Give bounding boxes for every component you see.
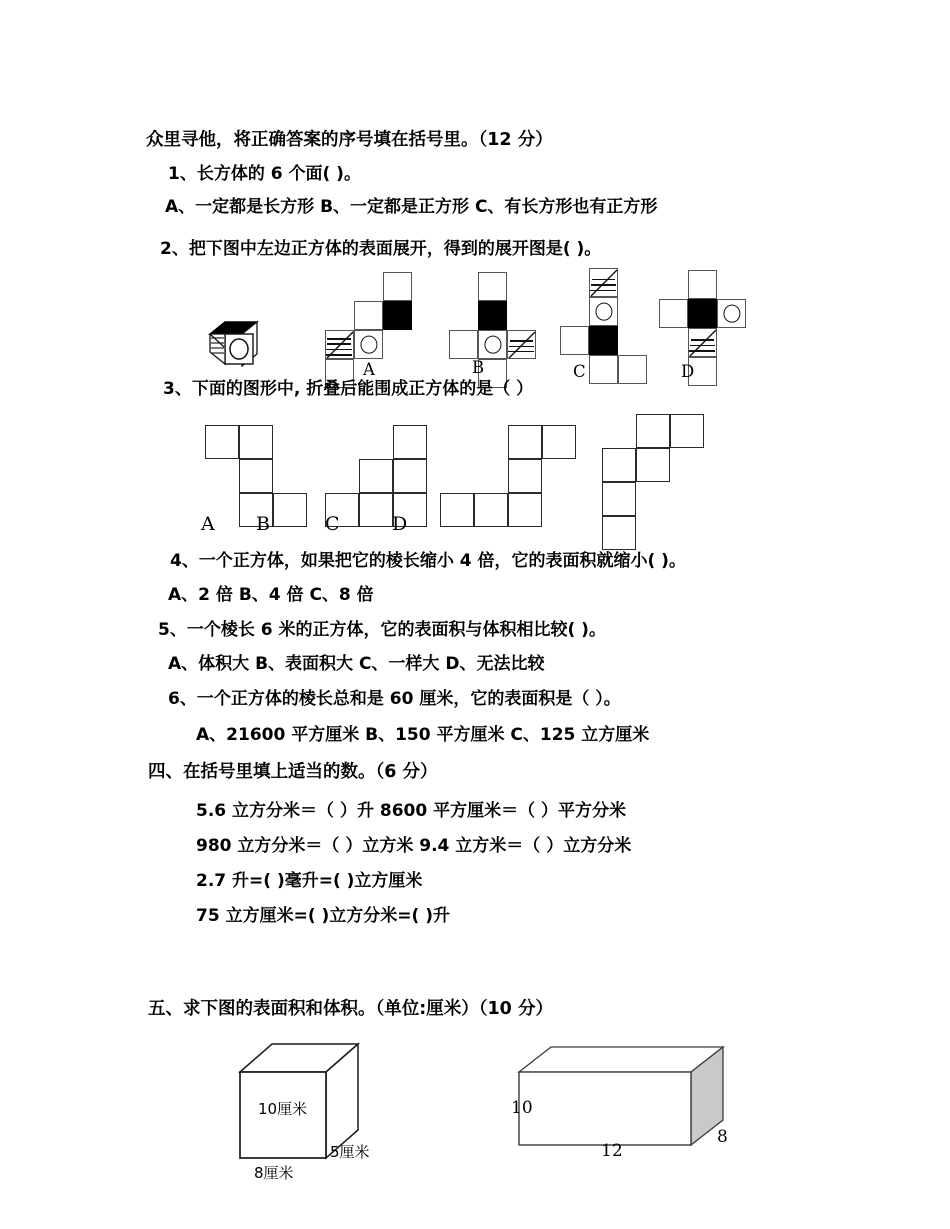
net-cell <box>383 272 412 301</box>
question-1-stem: 1、长方体的 6 个面( )。 <box>168 164 361 184</box>
figure-left-height-label: 10厘米 <box>258 1100 308 1118</box>
net-cell <box>393 425 427 459</box>
q2-label-d: D <box>681 362 695 381</box>
net-cell-hatched <box>325 330 354 359</box>
net-cell-hatched <box>688 328 717 357</box>
net-cell-hatched <box>507 330 536 359</box>
section4-heading: 四、在括号里填上适当的数。（6 分） <box>148 762 438 782</box>
net-cell-black <box>688 299 717 328</box>
net-cell <box>393 459 427 493</box>
net-cell-circle <box>354 330 383 359</box>
net-cell <box>449 330 478 359</box>
net-cell <box>474 493 508 527</box>
net-cell <box>508 425 542 459</box>
net-cell <box>688 270 717 299</box>
q3-label-a: A <box>201 513 215 535</box>
net-cell-circle <box>478 330 507 359</box>
net-cell-circle <box>589 297 618 326</box>
figure-right-height-label: 10 <box>511 1098 533 1118</box>
net-cell <box>636 448 670 482</box>
net-cell <box>589 355 618 384</box>
section4-line-2: 980 立方分米＝（ ）立方米 9.4 立方米＝（ ）立方分米 <box>196 836 632 856</box>
net-cell <box>618 355 647 384</box>
q2-label-a: A <box>363 360 375 379</box>
question-4-stem: 4、一个正方体，如果把它的棱长缩小 4 倍，它的表面积就缩小( )。 <box>170 551 686 571</box>
net-cell <box>602 448 636 482</box>
section5-heading: 五、求下图的表面积和体积。（单位:厘米）（10 分） <box>148 999 553 1019</box>
q2-label-c: C <box>573 362 586 381</box>
net-cell <box>508 493 542 527</box>
net-cell <box>239 459 273 493</box>
figure-left-depth-label: 5厘米 <box>330 1143 370 1161</box>
cube-sample-figure <box>205 320 261 372</box>
net-cell <box>670 414 704 448</box>
question-5-stem: 5、一个棱长 6 米的正方体，它的表面积与体积相比较( )。 <box>158 620 606 640</box>
section4-line-4: 75 立方厘米=( )立方分米=( )升 <box>196 906 450 926</box>
question-6-options: A、21600 平方厘米 B、150 平方厘米 C、125 立方厘米 <box>196 725 650 745</box>
section3-heading: 众里寻他，将正确答案的序号填在括号里。（12 分） <box>146 130 553 150</box>
net-cell <box>354 301 383 330</box>
net-cell <box>542 425 576 459</box>
net-cell <box>359 459 393 493</box>
question-5-options: A、体积大 B、表面积大 C、一样大 D、无法比较 <box>168 654 545 674</box>
net-cell <box>508 459 542 493</box>
section4-line-3: 2.7 升=( )毫升=( )立方厘米 <box>196 871 423 891</box>
net-cell-hatched <box>589 268 618 297</box>
net-cell <box>239 425 273 459</box>
section4-line-1: 5.6 立方分米＝（ ）升 8600 平方厘米＝（ ）平方分米 <box>196 801 627 821</box>
figure-right-length-label: 12 <box>601 1141 623 1161</box>
figure-right-depth-label: 8 <box>717 1127 728 1147</box>
net-cell <box>659 299 688 328</box>
net-cell <box>560 326 589 355</box>
question-6-stem: 6、一个正方体的棱长总和是 60 厘米，它的表面积是（ ）。 <box>168 689 621 709</box>
net-cell <box>205 425 239 459</box>
question-2-stem: 2、把下图中左边正方体的表面展开，得到的展开图是( )。 <box>160 239 602 259</box>
q3-label-b: B <box>256 513 270 535</box>
net-cell <box>602 482 636 516</box>
net-cell <box>273 493 307 527</box>
net-cell-circle <box>717 299 746 328</box>
figure-left-width-label: 8厘米 <box>254 1164 294 1182</box>
net-cell <box>359 493 393 527</box>
question-3-stem: 3、下面的图形中, 折叠后能围成正方体的是（ ） <box>163 379 534 399</box>
question-1-options: A、一定都是长方形 B、一定都是正方形 C、有长方形也有正方形 <box>165 197 658 217</box>
q3-label-d: D <box>392 513 408 535</box>
q2-label-b: B <box>472 358 485 377</box>
net-cell <box>440 493 474 527</box>
net-cell <box>602 516 636 550</box>
figure-right-box <box>515 1042 731 1162</box>
question-4-options: A、2 倍 B、4 倍 C、8 倍 <box>168 585 374 605</box>
net-cell <box>478 272 507 301</box>
q3-label-c: C <box>325 513 340 535</box>
net-cell-black <box>478 301 507 330</box>
net-cell-black <box>589 326 618 355</box>
net-cell-black <box>383 301 412 330</box>
net-cell <box>636 414 670 448</box>
